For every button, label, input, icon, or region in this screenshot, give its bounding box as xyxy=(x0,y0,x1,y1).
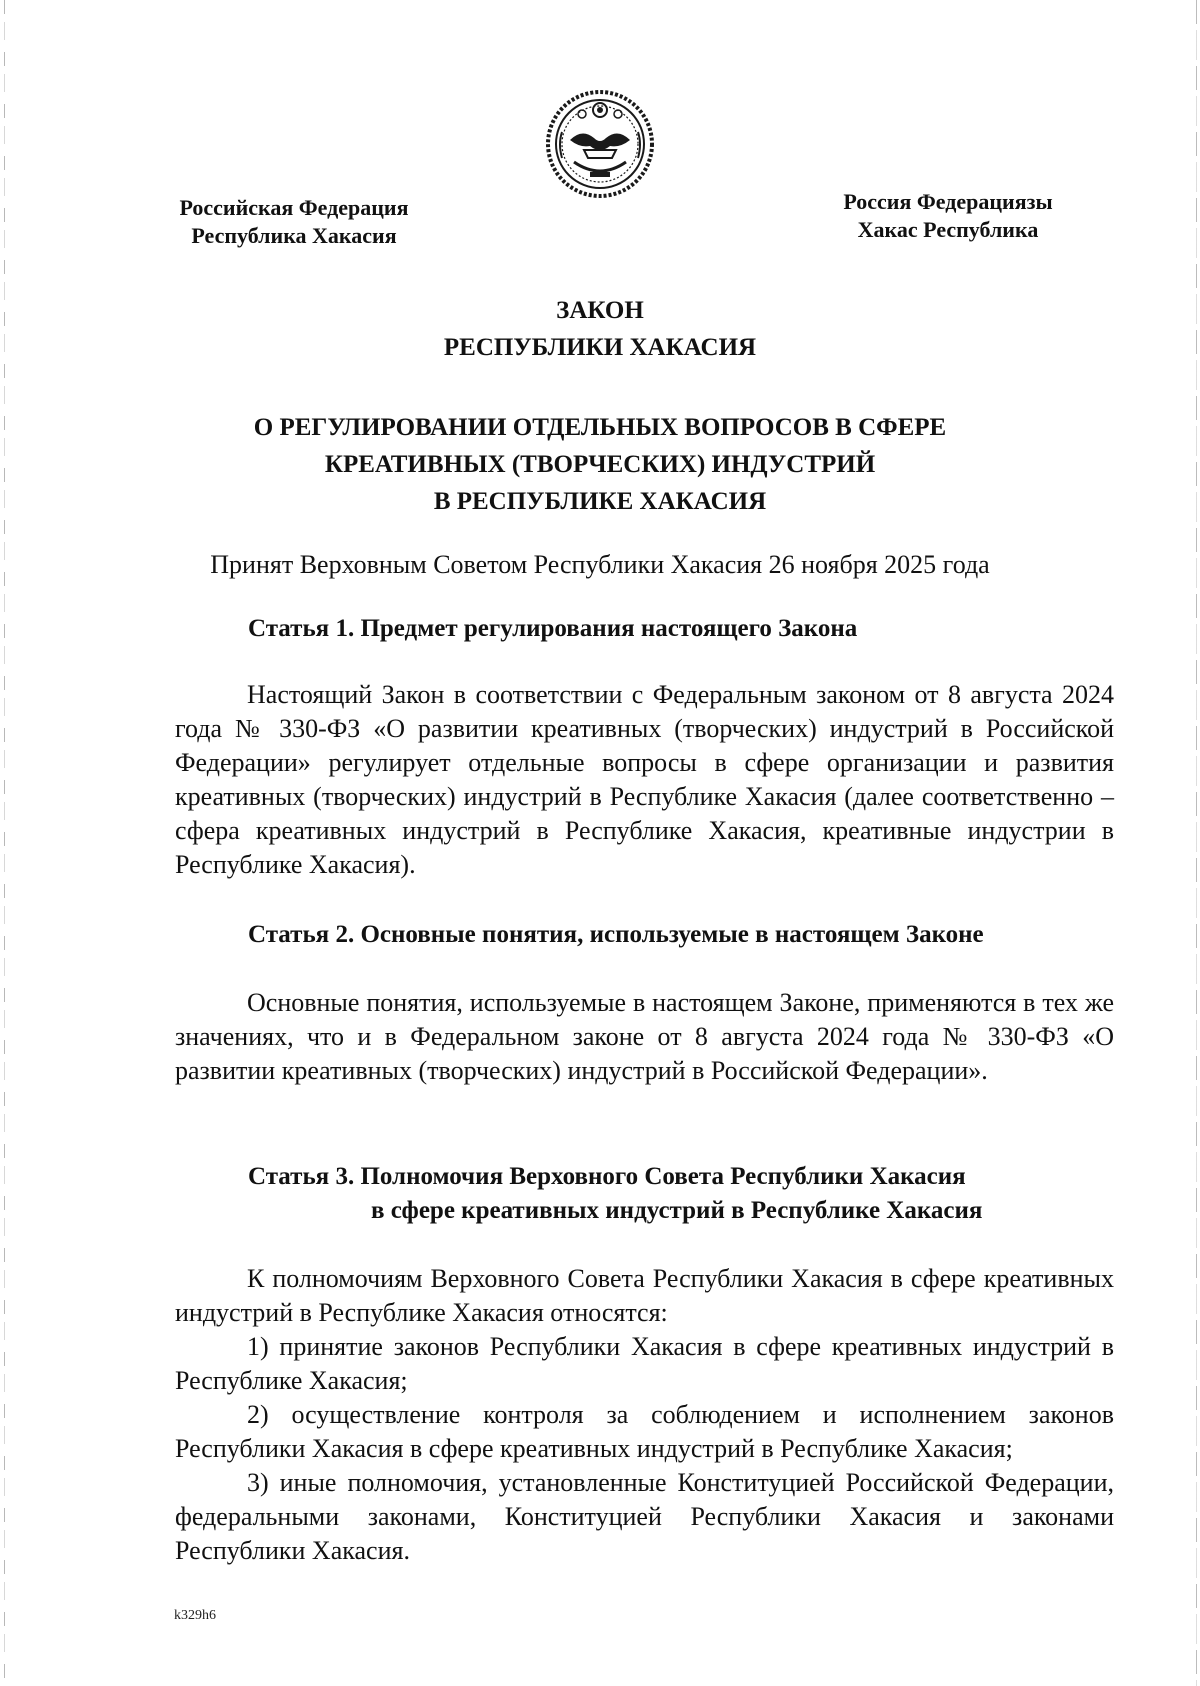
law-name xyxy=(0,409,1200,520)
document-code: k329h6 xyxy=(174,1608,216,1623)
article-2-text: Основные понятия, используемые в настоящем Законе, применяются в тех же значениях, что и в Федеральном законе от 8 августа 2024 года № 330-ФЗ «О развитии креативных (творческих) индустрий в Российской Федерации». xyxy=(175,988,1114,1085)
article-3-item-2: 2) осуществление контроля за соблюдением и исполнением законов Республики Хакасия в сфере креативных индустрий в Республике Хакасия; xyxy=(175,1400,1114,1463)
article-3-heading-line-2: в сфере креативных индустрий в Республике Хакасия xyxy=(371,1197,983,1224)
scan-edge-left xyxy=(4,0,5,1686)
law-name-line-3: В РЕСПУБЛИКЕ ХАКАСИЯ xyxy=(433,488,767,515)
header-right xyxy=(826,188,1070,244)
article-2-heading: Статья 2. Основные понятия, используемые в настоящем Законе xyxy=(248,921,984,948)
article-1-text: Настоящий Закон в соответствии с Федеральным законом от 8 августа 2024 года № 330-ФЗ «О развитии креативных (творческих) индустрий в Российской Федерации» регулирует отдельные вопросы в сфере организации и развития креативных (творческих) индустрий в Республике Хакасия (далее соответственно – сфера креативных индустрий в Республике Хакасия, креативные индустрии в Республике Хакасия). xyxy=(175,680,1114,879)
adoption-statement: Принят Верховным Советом Республики Хакасия 26 ноября 2025 года xyxy=(210,550,990,579)
law-title xyxy=(0,292,1200,366)
law-title-line-2: РЕСПУБЛИКИ ХАКАСИЯ xyxy=(443,334,757,361)
coat-of-arms-icon xyxy=(544,88,656,200)
header-right-country: Россия Федерациязы xyxy=(843,189,1053,214)
header-left-country: Российская Федерация xyxy=(179,195,409,220)
article-1-heading: Статья 1. Предмет регулирования настоящего Закона xyxy=(248,615,858,642)
law-name-line-2: КРЕАТИВНЫХ (ТВОРЧЕСКИХ) ИНДУСТРИЙ xyxy=(324,451,876,478)
law-name-line-1: О РЕГУЛИРОВАНИИ ОТДЕЛЬНЫХ ВОПРОСОВ В СФЕРЕ xyxy=(253,414,947,441)
article-3-item-1: 1) принятие законов Республики Хакасия в сфере креативных индустрий в Республике Хакасия; xyxy=(175,1332,1114,1395)
header-right-republic: Хакас Республика xyxy=(857,217,1039,242)
article-3-item-3: 3) иные полномочия, установленные Конституцией Российской Федерации, федеральными законами, Конституцией Республики Хакасия и законами Республики Хакасия. xyxy=(175,1468,1114,1565)
header-left xyxy=(152,194,436,250)
header-left-republic: Республика Хакасия xyxy=(191,223,397,248)
article-3-heading-line-1: Статья 3. Полномочия Верховного Совета Республики Хакасия xyxy=(248,1163,966,1190)
scan-edge-right xyxy=(1196,0,1197,1686)
law-title-line-1: ЗАКОН xyxy=(556,297,644,324)
article-3-intro: К полномочиям Верховного Совета Республики Хакасия в сфере креативных индустрий в Республике Хакасия относятся: xyxy=(175,1264,1114,1327)
